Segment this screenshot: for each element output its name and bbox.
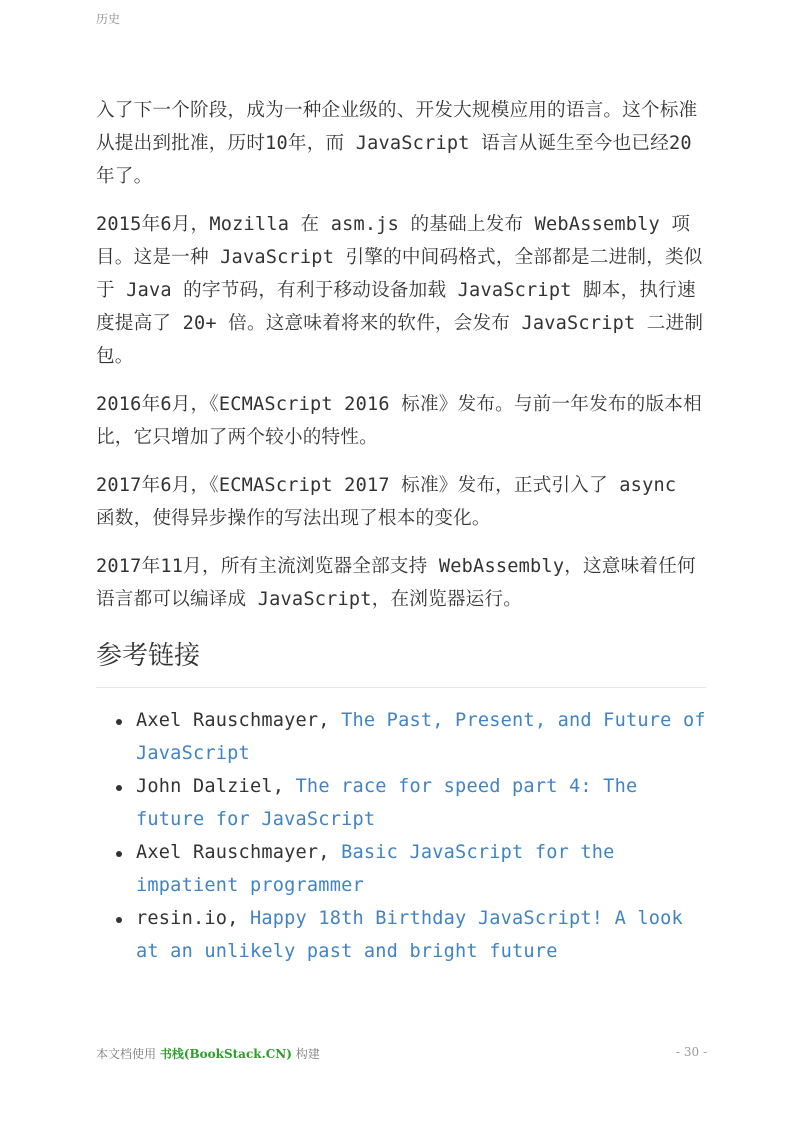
list-item	[96, 902, 706, 968]
references-heading: 参考链接	[96, 638, 706, 688]
footer-suffix: 构建	[291, 1047, 320, 1061]
bullet-icon	[116, 785, 122, 791]
list-item	[96, 770, 706, 836]
reference-author: Axel Rauschmayer,	[136, 710, 342, 731]
reference-link[interactable]: Happy 18th Birthday JavaScript! A look at an unlikely past and bright future	[136, 908, 683, 962]
reference-link[interactable]: The race for speed part 4: The future for JavaScript	[136, 776, 638, 830]
page-number: - 30 -	[676, 1045, 708, 1059]
paragraph: 2017年6月，《ECMAScript 2017 标准》发布，正式引入了 async 函数，使得异步操作的写法出现了根本的变化。	[96, 475, 677, 529]
footer-credit	[96, 1045, 320, 1062]
paragraph: 2017年11月，所有主流浏览器全部支持 WebAssembly，这意味着任何语言都可以编译成 JavaScript，在浏览器运行。	[96, 556, 696, 610]
paragraph: 2015年6月，Mozilla 在 asm.js 的基础上发布 WebAssembly 项目。这是一种 JavaScript 引擎的中间码格式，全部都是二进制，类似于 Java 的字节码，有利于移动设备加载 JavaScript 脚本，执行速度提高了 20+ 倍。这意味着将来的软件，会发布 JavaScript 二进制包。	[96, 214, 704, 367]
reference-author: John Dalziel,	[136, 776, 296, 797]
bullet-icon	[116, 917, 122, 923]
footer-brand-link[interactable]: 书栈(BookStack.CN)	[159, 1047, 292, 1061]
footer-prefix: 本文档使用	[96, 1047, 160, 1061]
reference-author: resin.io,	[136, 908, 250, 929]
page-content	[96, 94, 706, 968]
reference-link[interactable]: The Past, Present, and Future of JavaScript	[136, 710, 706, 764]
paragraph: 2016年6月，《ECMAScript 2016 标准》发布。与前一年发布的版本相比，它只增加了两个较小的特性。	[96, 394, 702, 448]
reference-list	[96, 704, 706, 968]
list-item	[96, 704, 706, 770]
bullet-icon	[116, 851, 122, 857]
reference-link[interactable]: Basic JavaScript for the impatient programmer	[136, 842, 615, 896]
list-item	[96, 836, 706, 902]
bullet-icon	[116, 719, 122, 725]
paragraph: 入了下一个阶段，成为一种企业级的、开发大规模应用的语言。这个标准从提出到批准，历时10年，而 JavaScript 语言从诞生至今也已经20年了。	[96, 100, 698, 187]
running-header: 历史	[96, 12, 121, 26]
reference-author: Axel Rauschmayer,	[136, 842, 342, 863]
